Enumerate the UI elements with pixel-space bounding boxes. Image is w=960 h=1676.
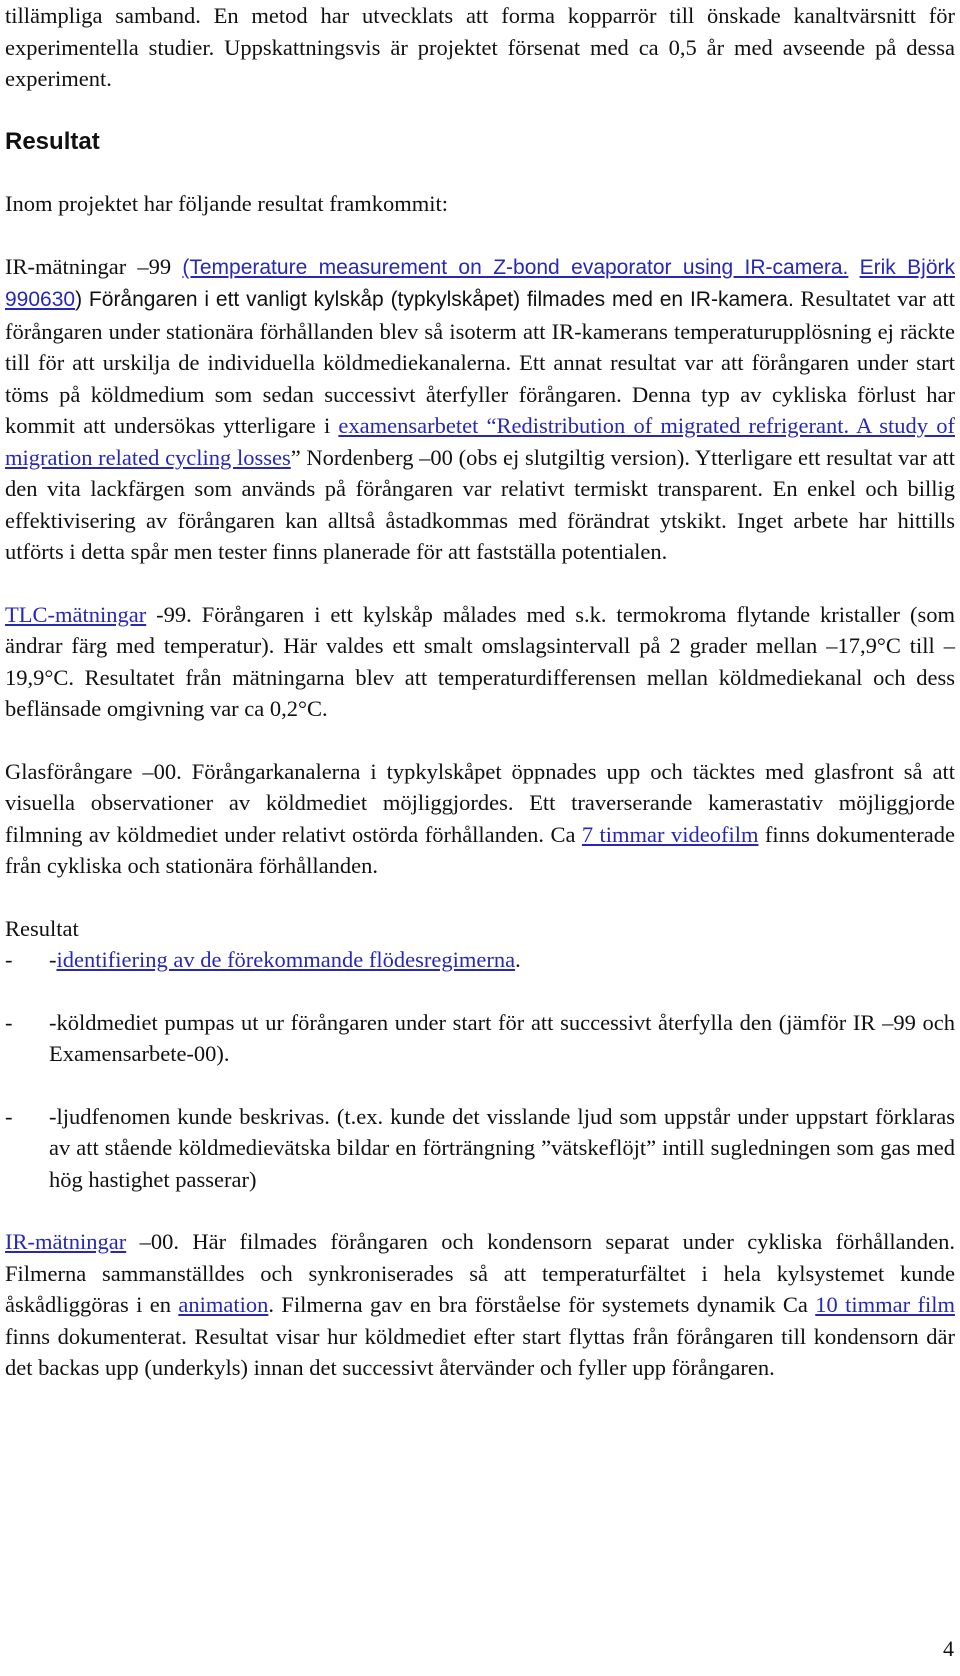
tlc-link[interactable]: TLC-mätningar xyxy=(5,601,147,627)
results-intro: Inom projektet har följande resultat framkommit: xyxy=(5,191,448,216)
ir-text-part2: Resultatet var att förångaren under stationära förhållanden blev så isoterm att IR-kamerans temperaturupplösning ej räckte till för att urskilja de individuella köldmediekanalerna. Ett annat resultat var att förångaren under start töms på köldmedium som sedan successivt återfyller förångaren. Denna typ av cykliska förlust har kommit att undersökas ytterligare i xyxy=(5,286,955,438)
ir00-text3: finns dokumenterat. Resultat visar hur köldmediet efter start flyttas från förångaren till kondensorn där det backas upp (underkyls) innan det successivt återvänder och fyller upp förångaren. xyxy=(5,1323,955,1380)
list-item-prefix: - xyxy=(49,947,57,972)
ir-measurements-paragraph xyxy=(5,251,955,568)
ir-lead-text: IR-mätningar –99 xyxy=(5,253,183,279)
ir-text-part1: ) Förångaren i ett vanligt kylskåp (typkylskåpet) filmades med en IR-kamera. xyxy=(75,288,794,311)
erik-bjork-link[interactable]: Erik Björk 990630 xyxy=(5,255,956,311)
list-item-text: -köldmediet pumpas ut ur förångaren under start för att successivt återfylla den (jämför IR –99 och Examensarbete-00). xyxy=(49,1009,955,1066)
results-list-title: Resultat xyxy=(5,915,79,941)
examensarbete-link[interactable]: examensarbetet “Redistribution of migrated refrigerant. A study of migration related cycling losses xyxy=(5,413,955,470)
list-item-suffix: . xyxy=(515,947,521,972)
film-link[interactable]: 10 timmar film xyxy=(815,1292,955,1317)
ir-00-paragraph xyxy=(5,1226,955,1384)
tlc-text: -99. Förångaren i ett kylskåp målades med s.k. termokroma flytande kristaller (som ändrar färg med temperatur). Här valdes ett smalt omslagsintervall på 2 grader mellan –17,9°C till –19,9°C. Resultatet från mätningarna blev att temperaturdifferensen mellan köldmediekanal och dess beflänsade omgivning var ca 0,2°C. xyxy=(5,601,955,721)
list-item-text: -ljudfenomen kunde beskrivas. (t.ex. kunde det visslande ljud som uppstår under uppstart förklaras av att stående köldmedievätska bildar en förträngning ”vätskeflöjt” intill sugledningen som gas med hög hastighet passerar) xyxy=(49,1103,955,1192)
ir-report-link[interactable]: (Temperature measurement on Z-bond evaporator using IR-camera. xyxy=(182,255,849,279)
ir00-text1: –00. Här filmades förångaren och kondensorn separat under cykliska förhållanden. Filmerna sammanställdes och synkroniserades så att temperaturfältet i hela kylsystemet kunde åskådliggöras i en xyxy=(5,1229,955,1317)
page-number: 4 xyxy=(943,1636,954,1661)
ir-text-part3: ” Nordenberg –00 (obs ej slutgiltig version). Ytterligare ett resultat var att den vita lackfärgen som används på förångaren var relativt termiskt transparent. En enkel och billig effektivisering av förångaren kan alltså åstadkommas med förändrat ytskikt. Inget arbete har hittills utförts i detta spår men tester finns planerade för att fastställa potentialen. xyxy=(5,444,955,564)
list-dash: - xyxy=(5,1009,13,1035)
intro-paragraph: tillämpliga samband. En metod har utvecklats att forma kopparrör till önskade kanaltvärsnitt för experimentella studier. Uppskattningsvis är projektet försenat med ca 0,5 år med avseende på dessa experiment. xyxy=(5,3,955,91)
list-item xyxy=(5,1007,955,1070)
document-page xyxy=(5,0,955,1384)
glass-text2: finns dokumenterade från cykliska och stationära förhållanden. xyxy=(5,821,955,878)
list-dash: - xyxy=(5,1103,13,1129)
section-heading-resultat: Resultat xyxy=(5,127,100,155)
ir-matningar-link[interactable]: IR-mätningar xyxy=(5,1229,127,1254)
animation-link[interactable]: animation xyxy=(178,1292,269,1317)
list-item-text xyxy=(49,944,955,976)
ir00-text2: . Filmerna gav en bra förståelse för systemets dynamik Ca xyxy=(268,1292,816,1317)
list-item xyxy=(5,1101,955,1196)
tlc-paragraph xyxy=(5,599,955,725)
flow-regimes-link[interactable]: identifiering av de förekommande flödesregimerna xyxy=(56,947,516,972)
videofilm-link[interactable]: 7 timmar videofilm xyxy=(581,821,759,847)
glass-text1: Glasförångare –00. Förångarkanalerna i typkylskåpet öppnades upp och täcktes med glasfront så att visuella observationer av köldmediet möjliggjordes. Ett traverserande kamerastativ möjliggjorde filmning av köldmediet under relativt ostörda förhållanden. Ca xyxy=(5,758,955,847)
list-item xyxy=(5,944,955,976)
glass-evaporator-paragraph xyxy=(5,756,955,882)
list-dash: - xyxy=(5,947,13,972)
